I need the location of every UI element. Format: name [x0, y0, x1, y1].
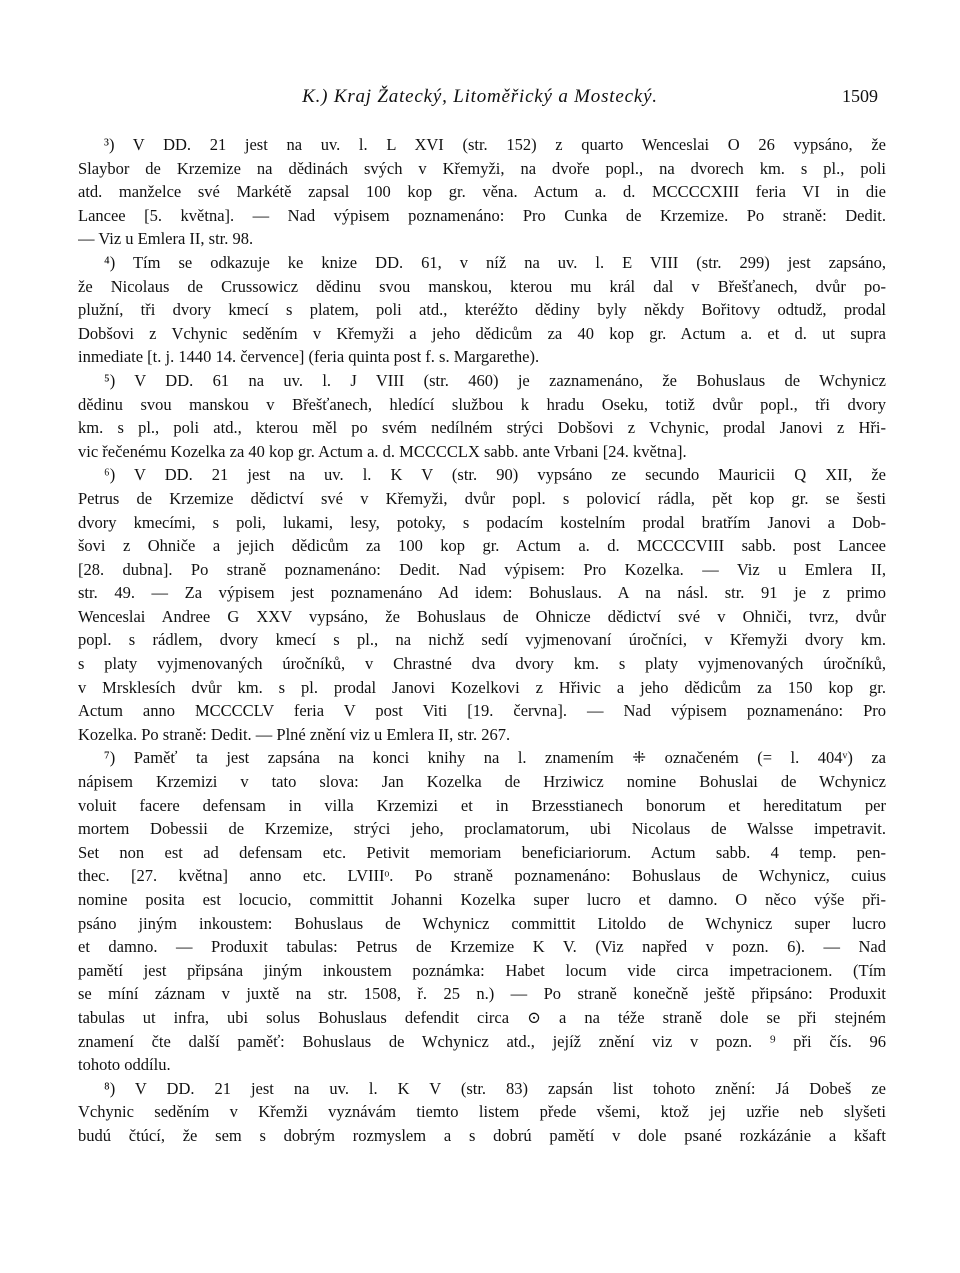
text-line: ⁵) V DD. 61 na uv. l. J VIII (str. 460) je zaznamenáno, že Bohuslaus de Wchynicz: [104, 370, 886, 390]
text-line: plužní, tři dvory kmecí s platem, poli atd., kteréžto dědiny byly někdy Bořitovy odtudž, prodal: [78, 300, 886, 320]
text-line: inmediate [t. j. 1440 14. července] (feria quinta post f. s. Margarethe).: [78, 347, 540, 367]
text-line: pamětí jest připsána jiným inkoustem poznámka: Habet locum vide circa impetracionem. (Tím: [78, 960, 886, 980]
text-line: že Nicolaus de Crussowicz dědinu svou manskou, kterou mu král dal v Břešťanech, dvůr po-: [78, 276, 886, 296]
text-line: atd. manželce své Markétě zapsal 100 kop gr. věna. Actum a. d. MCCCCXIII feria VI in die: [78, 182, 886, 202]
text-line: šovi z Ohniče a jejich dědicům za 100 kop gr. Actum a. d. MCCCCVIII sabb. post Lancee: [78, 536, 886, 556]
text-line: ⁷) Paměť ta jest zapsána na konci knihy na l. znamením ⁜ označeném (= l. 404ᵛ) za: [104, 748, 886, 768]
text-line: znamení čte další paměť: Bohuslaus de Wchynicz atd., jejíž znění viz v pozn. ⁹ při čís. 96: [78, 1031, 886, 1051]
text-line: budú čtúcí, že sem s dobrým rozmyslem a s dobrú pamětí v dole psané rozkázánie a kšaft: [78, 1125, 886, 1145]
text-line: — Viz u Emlera II, str. 98.: [78, 229, 254, 249]
text-line: Dobšovi z Vchynic seděním v Křemyži a jeho dědicům za 40 kop gr. Actum a. et d. ut supra: [78, 323, 886, 343]
page-header: [0, 86, 960, 116]
text-line: tabulas ut infra, ubi solus Bohuslaus defendit circa ⊙ a na téže straně dole se při stejném: [78, 1007, 886, 1027]
text-line: s platy vyjmenovaných úročníků, v Chrastné dva dvory km. s platy vyjmenovaných úročníků,: [78, 654, 886, 674]
text-line: Petrus de Krzemize dědictví své v Křemyži, dvůr popl. s polovicí rádla, pět kop gr. se šesti: [78, 488, 886, 508]
text-line: ⁴) Tím se odkazuje ke knize DD. 61, v níž na uv. l. E VIII (str. 299) jest zapsáno,: [104, 252, 886, 272]
running-title: K.) Kraj Žatecký, Litoměřický a Mostecký.: [302, 86, 658, 107]
text-line: Vchynic seděním v Křemži vyznávám tiemto listem přede všemi, ktož jej uzřie neb slyšeti: [78, 1102, 886, 1122]
text-line: psáno jiným inkoustem: Bohuslaus de Wchynicz committit Litoldo de Wchynicz super lucro: [78, 913, 886, 933]
text-line: thec. [27. května] anno etc. LVIIIᵒ. Po straně poznamenáno: Bohuslaus de Wchynicz, cuius: [78, 866, 886, 886]
footnotes-body: [78, 133, 886, 1148]
text-line: [28. dubna]. Po straně poznamenáno: Dedit. Nad výpisem: Pro Kozelka. — Viz u Emlera II,: [78, 559, 886, 579]
text-line: str. 49. — Za výpisem jest poznamenáno Ad idem: Bohuslaus. A na násl. str. 91 je z primo: [78, 583, 886, 603]
text-line: Actum anno MCCCCLV feria V post Viti [19. června]. — Nad výpisem poznamenáno: Pro: [78, 701, 886, 721]
text-line: vic řečenému Kozelka za 40 kop gr. Actum a. d. MCCCCLX sabb. ante Vrbani [24. května].: [78, 441, 687, 461]
text-line: ⁸) V DD. 21 jest na uv. l. K V (str. 83) zapsán list tohoto znění: Já Dobeš ze: [104, 1078, 886, 1098]
text-line: ⁶) V DD. 21 jest na uv. l. K V (str. 90) vypsáno ze secundo Mauricii Q XII, že: [104, 465, 886, 485]
text-line: tohoto oddílu.: [78, 1055, 171, 1075]
text-line: nomine posita est locucio, committit Johanni Kozelka super lucro et damno. O něco výše při-: [78, 890, 886, 909]
text-line: Slaybor de Krzemize na dědinách svých v Křemyži, na dvoře popl., na dvorech km. s pl., poli: [78, 158, 886, 178]
text-line: voluit facere defensam in villa Krzemizi et in Brzesstianech bonorum et hereditatum per: [78, 795, 886, 815]
text-line: popl. s rádlem, dvory kmecí s pl., na nichž sedí vyjmenovaní úročníci, v Křemyži dvory km.: [78, 630, 886, 650]
text-line: km. s pl., poli atd., kterou měl po svém nedílném strýci Dobšovi z Vchynic, prodal Janovi z Hři-: [78, 418, 886, 438]
text-line: mortem Dobessii de Krzemize, strýci jeho, proclamatorum, ubi Nicolaus de Walsse impetravit.: [78, 819, 886, 839]
text-line: Wenceslai Andree G XXV vypsáno, že Bohuslaus de Ohnicze dědictví své v Ohniči, tvrz, dvůr: [78, 606, 886, 626]
text-line: Set non est ad defensam etc. Petivit memoriam beneficiariorum. Actum sabb. 4 temp. pen-: [78, 842, 886, 862]
text-line: se míní záznam v juxtě na str. 1508, ř. 25 n.) — Po straně konečně ještě připsáno: Produxit: [78, 984, 886, 1004]
text-line: et damno. — Produxit tabulas: Petrus de Krzemize K V. (Viz napřed v pozn. 6). — Nad: [78, 937, 886, 957]
text-line: dědinu svou manskou v Břešťanech, hledící službou k hradu Oseku, totiž dvůr popl., tři dvory: [78, 394, 886, 414]
page-number: 1509: [842, 86, 878, 106]
text-line: Kozelka. Po straně: Dedit. — Plné znění viz u Emlera II, str. 267.: [78, 724, 511, 744]
text-line: Lancee [5. května]. — Nad výpisem poznamenáno: Pro Cunka de Krzemize. Po straně: Dedit.: [78, 205, 886, 225]
text-line: nápisem Krzemizi v tato slova: Jan Kozelka de Hrziwicz nomine Bohuslai de Wchynicz: [78, 772, 886, 792]
text-line: v Mrsklesích dvůr km. s pl. prodal Janovi Kozelkovi z Hřivic a jeho dědicům za 150 kop gr.: [78, 677, 886, 697]
text-line: dvory kmecími, s poli, lukami, lesy, potoky, s podacím kostelním prodal bratřím Janovi a Dob-: [78, 512, 886, 532]
text-line: ³) V DD. 21 jest na uv. l. L XVI (str. 152) z quarto Wenceslai O 26 vypsáno, že: [104, 135, 886, 154]
